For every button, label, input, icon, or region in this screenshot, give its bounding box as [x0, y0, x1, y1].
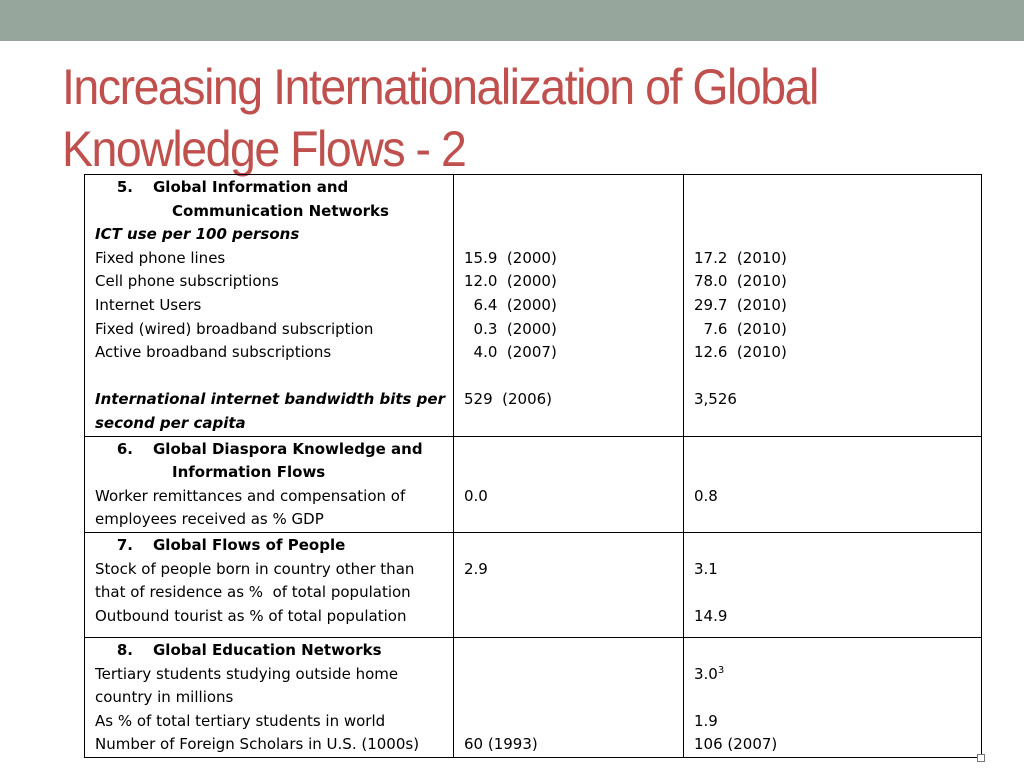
- section-5-early-values-cell: [453, 175, 683, 437]
- value-recent: 78.0 (2010): [693, 272, 787, 291]
- section-6-recent-values-cell: [683, 436, 981, 532]
- section-7-recent-values-cell: [683, 532, 981, 637]
- row-label-cont: country in millions: [95, 688, 234, 707]
- row-label: Cell phone subscriptions: [95, 272, 279, 291]
- slide-title-line-1: Increasing Internationalization of Global: [62, 59, 818, 115]
- section-7-title: Global Flows of People: [153, 535, 346, 554]
- value-recent: 7.6 (2010): [693, 319, 787, 338]
- slide-top-bar: [0, 0, 1024, 41]
- section-5-title-cont: Communication Networks: [172, 201, 389, 220]
- section-8-title: Global Education Networks: [153, 640, 382, 659]
- value-early: 12.0 (2000): [463, 272, 557, 291]
- value-recent: 29.7 (2010): [693, 295, 787, 314]
- value-recent: 14.9: [693, 606, 728, 625]
- section-6-early-values-cell: [453, 436, 683, 532]
- row-label: Active broadband subscriptions: [95, 343, 332, 362]
- bandwidth-value-recent: 3,526: [693, 390, 737, 409]
- table-row-section-8: [85, 637, 982, 757]
- value-early: 6.4 (2000): [463, 295, 557, 314]
- section-7-label-cell: [85, 532, 454, 637]
- row-label: Outbound tourist as % of total population: [95, 606, 407, 625]
- value-early: 0.3 (2000): [463, 319, 557, 338]
- section-5-subheading: ICT use per 100 persons: [95, 225, 300, 244]
- section-5-label-cell: [85, 175, 454, 437]
- knowledge-flows-table: [84, 174, 982, 758]
- value-early: 0.0: [463, 486, 488, 505]
- section-7-early-values-cell: [453, 532, 683, 637]
- row-label: Internet Users: [95, 295, 202, 314]
- data-table-container: [84, 174, 982, 758]
- bandwidth-label-line-1: International internet bandwidth bits per: [95, 390, 445, 409]
- section-5-recent-values-cell: [683, 175, 981, 437]
- section-6-number: 6.: [116, 439, 133, 458]
- value-recent: 106 (2007): [693, 735, 778, 754]
- section-8-label-cell: [85, 637, 454, 757]
- slide-title-line-2: Knowledge Flows - 2: [62, 121, 466, 177]
- slide-title: [62, 56, 936, 180]
- value-recent: 1.9: [693, 711, 718, 730]
- section-8-recent-values-cell: [683, 637, 981, 757]
- row-label: Tertiary students studying outside home: [95, 664, 399, 683]
- row-label: Number of Foreign Scholars in U.S. (1000s): [95, 735, 420, 754]
- row-label: Fixed phone lines: [95, 248, 226, 267]
- section-6-title-cont: Information Flows: [172, 463, 326, 482]
- value-recent: 3.1: [693, 559, 718, 578]
- section-5-number: 5.: [116, 178, 133, 196]
- row-label-cont: employees received as % GDP: [95, 510, 324, 529]
- table-row-section-7: [85, 532, 982, 637]
- row-label: As % of total tertiary students in world: [95, 711, 386, 730]
- table-resize-handle[interactable]: [977, 754, 985, 762]
- value-early: 2.9: [463, 559, 488, 578]
- value-recent: 3.0: [693, 664, 718, 683]
- footnote-marker: 3: [717, 664, 725, 676]
- value-early: 4.0 (2007): [463, 343, 557, 362]
- row-label-cont: that of residence as % of total population: [95, 583, 411, 602]
- section-8-early-values-cell: [453, 637, 683, 757]
- value-recent: 12.6 (2010): [693, 343, 787, 362]
- section-5-title: Global Information and: [153, 178, 349, 196]
- section-7-number: 7.: [116, 535, 133, 554]
- value-recent: 0.8: [693, 486, 718, 505]
- bandwidth-value-early: 529 (2006): [463, 390, 553, 409]
- row-label: Fixed (wired) broadband subscription: [95, 319, 374, 338]
- table-row-section-6: [85, 436, 982, 532]
- section-8-number: 8.: [116, 640, 133, 659]
- row-label: Stock of people born in country other than: [95, 559, 415, 578]
- value-early: 60 (1993): [463, 735, 538, 754]
- section-6-title: Global Diaspora Knowledge and: [153, 439, 423, 458]
- value-early: 15.9 (2000): [463, 248, 557, 267]
- row-label: Worker remittances and compensation of: [95, 486, 406, 505]
- bandwidth-label-line-2: second per capita: [95, 413, 246, 432]
- value-recent: 17.2 (2010): [693, 248, 787, 267]
- table-row-section-5: [85, 175, 982, 437]
- section-6-label-cell: [85, 436, 454, 532]
